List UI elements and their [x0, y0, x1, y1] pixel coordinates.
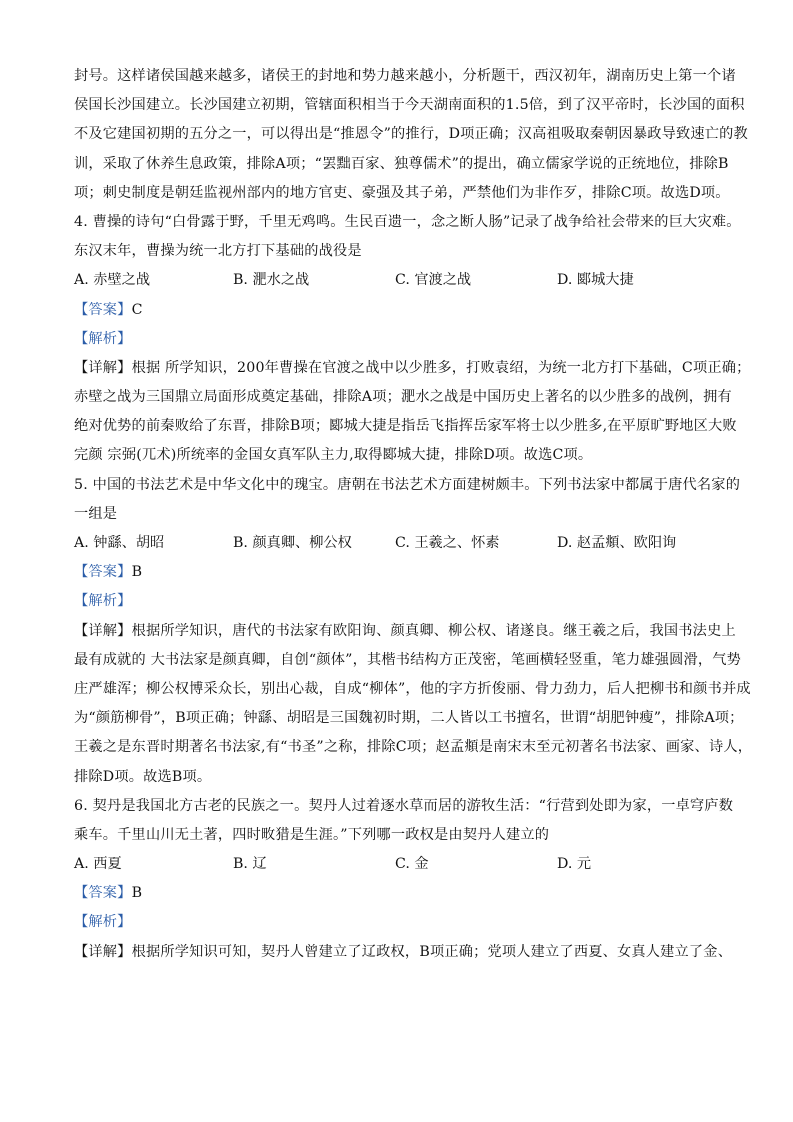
question-stem: 6. 契丹是我国北方古老的民族之一。契丹人过着逐水草而居的游牧生活：“行营到处即为家，一卓穹庐数 — [74, 797, 734, 814]
detail-line: 绝对优势的前秦败给了东晋，排除B项；郾城大捷是指岳飞指挥岳家军将士以少胜多,在平原旷野地区大败 — [74, 418, 737, 435]
answer-value: B — [131, 564, 143, 581]
option-b: B. 颜真卿、柳公权 — [233, 535, 352, 551]
analysis-tag: 【解析】 — [74, 593, 132, 610]
detail-line: 为“颜筋柳骨”，B项正确；钟繇、胡昭是三国魏初时期，二人皆以工书擅名，世谓“胡肥钟瘦”，排除A项； — [74, 710, 744, 727]
detail-line: 排除D项。故选B项。 — [74, 768, 212, 785]
analysis-line — [74, 587, 724, 616]
option-a: A. 西夏 — [74, 856, 122, 873]
question-6 — [74, 792, 734, 967]
detail-line: 王羲之是东晋时期著名书法家,有“书圣”之称，排除C项；赵孟頫是南宋末至元初著名书法家、画家、诗人， — [74, 739, 753, 756]
analysis-tag: 【解析】 — [74, 330, 132, 347]
text-line: 封号。这样诸侯国越来越多，诸侯王的封地和势力越来越小，分析题干，西汉初年，湖南历史上第一个诸 — [74, 68, 736, 84]
detail-line: 赤壁之战为三国鼎立局面形成奠定基础，排除A项；淝水之战是中国历史上著名的以少胜多的战例，拥有 — [74, 389, 732, 406]
document-page — [74, 62, 753, 967]
question-4 — [74, 208, 751, 471]
detail-line — [74, 938, 733, 967]
options-row — [74, 266, 724, 295]
detail-text: 根据 所学知识，200年曹操在官渡之战中以少胜多，打败袁绍，为统一北方打下基础，C项正确； — [131, 359, 751, 376]
answer-line — [74, 558, 724, 587]
text-line: 训，采取了休养生息政策，排除A项；“罢黜百家、独尊儒术”的提出，确立儒家学说的正统地位，排除B — [74, 155, 729, 172]
detail-line — [74, 617, 736, 646]
detail-line: 庄严雄浑；柳公权博采众长，别出心裁，自成“柳体”，他的字方折俊丽、骨力劲力，后人把柳书和颜书并成 — [74, 680, 751, 697]
option-c: C. 官渡之战 — [395, 272, 472, 289]
question-stem: 5. 中国的书法艺术是中华文化中的瑰宝。唐朝在书法艺术方面建树颇丰。下列书法家中都属于唐代名家的 — [74, 476, 741, 493]
intro-paragraph — [74, 62, 748, 208]
text-line: 不及它建国初期的五分之一，可以得出是“推恩令”的推行，D项正确；汉高祖吸取秦朝因暴政导致速亡的教 — [74, 126, 748, 143]
detail-text: 根据所学知识，唐代的书法家有欧阳询、颜真卿、柳公权、诸遂良。继王羲之后，我国书法史上 — [131, 622, 736, 639]
answer-value: C — [131, 301, 143, 318]
answer-tag: 【答案】 — [74, 885, 132, 902]
analysis-tag: 【解析】 — [74, 914, 132, 931]
detail-line: 最有成就的 大书法家是颜真卿，自创“颜体”，其楷书结构方正茂密，笔画横轻竖重，笔力雄强圆滑，气势 — [74, 651, 742, 668]
option-a: A. 赤壁之战 — [74, 272, 151, 289]
question-5 — [74, 471, 753, 792]
answer-value: B — [131, 885, 143, 902]
question-stem: 一组是 — [74, 505, 118, 522]
detail-line — [74, 354, 751, 383]
answer-tag: 【答案】 — [74, 564, 132, 581]
option-b: B. 辽 — [233, 856, 267, 873]
options-row — [74, 529, 724, 558]
analysis-line — [74, 325, 724, 354]
option-b: B. 淝水之战 — [233, 272, 310, 289]
detail-tag: 【详解】 — [74, 359, 132, 376]
option-c: C. 金 — [395, 856, 429, 873]
detail-tag: 【详解】 — [74, 943, 132, 960]
analysis-line — [74, 908, 724, 937]
detail-text: 根据所学知识可知，契丹人曾建立了辽政权，B项正确；党项人建立了西夏、女真人建立了金、 — [131, 943, 733, 960]
option-d: D. 郾城大捷 — [557, 272, 634, 289]
answer-line — [74, 879, 724, 908]
text-line: 侯国长沙国建立。长沙国建立初期，管辖面积相当于今天湖南面积的1.5倍，到了汉平帝时，长沙国的面积 — [74, 97, 745, 114]
option-d: D. 元 — [557, 856, 592, 873]
option-a: A. 钟繇、胡昭 — [74, 535, 165, 551]
question-stem: 乘车。千里山川无土著，四时畋猎是生涯。”下列哪一政权是由契丹人建立的 — [74, 826, 550, 843]
options-row — [74, 850, 724, 879]
detail-tag: 【详解】 — [74, 622, 132, 639]
text-line: 项；刺史制度是朝廷监视州部内的地方官吏、豪强及其子弟，严禁他们为非作歹，排除C项。故选D项。 — [74, 184, 730, 201]
detail-line: 完颜 宗弼(兀术)所统率的金国女真军队主力,取得郾城大捷，排除D项。故选C项。 — [74, 447, 593, 464]
question-stem: 东汉末年，曹操为统一北方打下基础的战役是 — [74, 243, 362, 260]
answer-tag: 【答案】 — [74, 301, 132, 318]
answer-line — [74, 296, 724, 325]
option-c: C. 王羲之、怀素 — [395, 535, 500, 551]
option-d: D. 赵孟頫、欧阳询 — [557, 535, 677, 551]
question-stem: 4. 曹操的诗句“白骨露于野，千里无鸡鸣。生民百遗一，念之断人肠”记录了战争给社会带来的巨大灾难。 — [74, 213, 741, 230]
